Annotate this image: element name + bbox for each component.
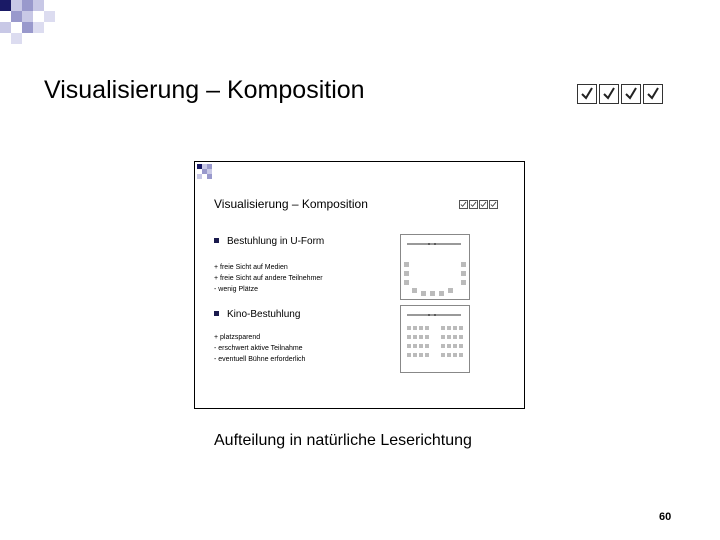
thumbnail-corner-decoration <box>195 162 225 184</box>
slide-title: Visualisierung – Komposition <box>44 76 365 104</box>
thumbnail-section1-points <box>214 262 323 295</box>
slide-caption: Aufteilung in natürliche Leserichtung <box>214 432 472 449</box>
check-icon <box>643 84 663 104</box>
thumbnail-section2-heading: Kino-Bestuhlung <box>214 309 300 320</box>
check-icon <box>599 84 619 104</box>
list-item: + platzsparend <box>214 334 261 341</box>
u-form-seating-diagram <box>400 234 470 300</box>
check-icon <box>469 200 478 209</box>
thumbnail-section1-heading: Bestuhlung in U-Form <box>214 236 324 247</box>
thumbnail-check-icons <box>459 200 498 209</box>
check-icon-group <box>577 84 663 104</box>
thumbnail-title: Visualisierung – Komposition <box>214 197 368 211</box>
cinema-seating-diagram <box>400 305 470 373</box>
check-icon <box>479 200 488 209</box>
page-number: 60 <box>659 511 672 523</box>
list-item: - eventuell Bühne erforderlich <box>214 356 306 363</box>
thumbnail-section2-points <box>214 332 305 365</box>
check-icon <box>577 84 597 104</box>
list-item: - wenig Plätze <box>214 286 258 293</box>
check-icon <box>489 200 498 209</box>
corner-decoration <box>0 0 60 45</box>
list-item: + freie Sicht auf andere Teilnehmer <box>214 275 323 282</box>
list-item: + freie Sicht auf Medien <box>214 264 288 271</box>
slide-thumbnail <box>194 161 525 409</box>
check-icon <box>459 200 468 209</box>
check-icon <box>621 84 641 104</box>
list-item: - erschwert aktive Teilnahme <box>214 345 303 352</box>
